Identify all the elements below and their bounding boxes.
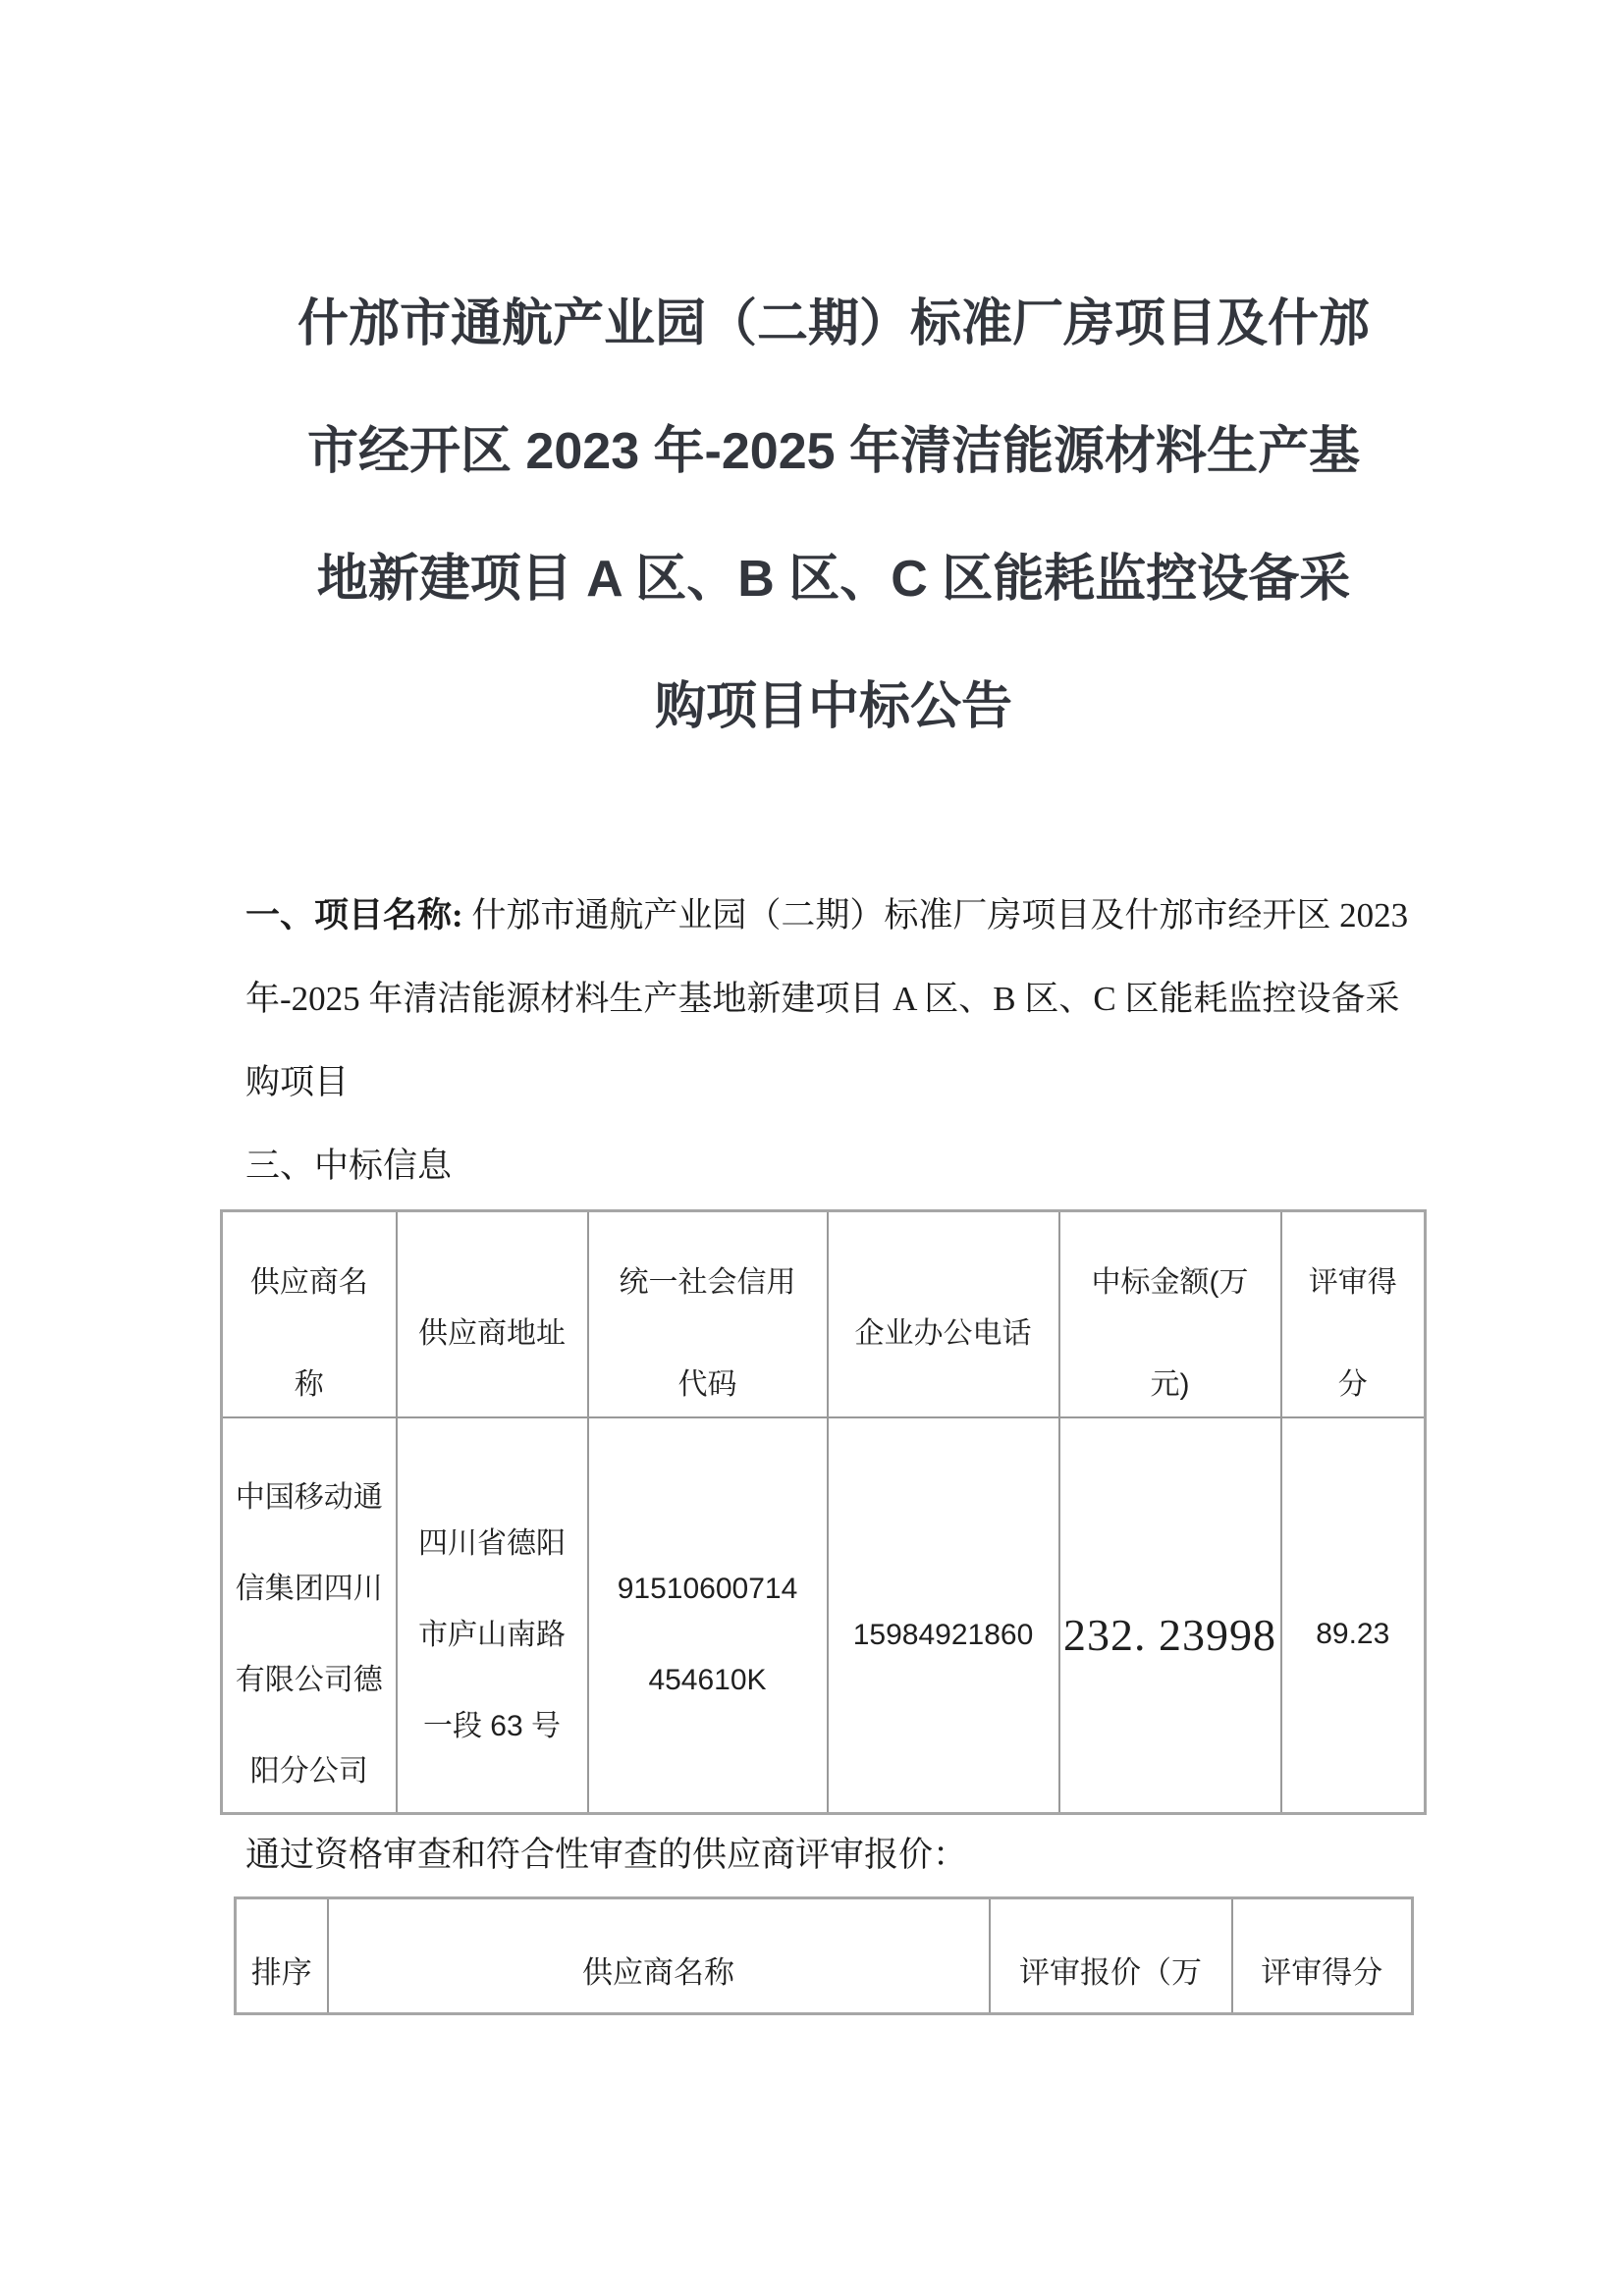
quote-table-header-row: [236, 1898, 1413, 2014]
document-title: [43, 260, 1624, 771]
cell-credit-code: 91510600714 454610K: [588, 1417, 828, 1813]
header-cell-credit-code: 统一社会信用 代码: [588, 1211, 828, 1418]
header-cell-office-phone: 企业办公电话: [828, 1211, 1059, 1418]
title-line-4: 购项目中标公告: [654, 678, 1012, 735]
cell-supplier-address: 四川省德阳 市庐山南路 一段 63 号: [397, 1417, 588, 1813]
header-cell-bid-amount: 中标金额(万 元): [1059, 1211, 1281, 1418]
cell-office-phone: 15984921860: [828, 1417, 1059, 1813]
header-cell-supplier-address: 供应商地址: [397, 1211, 588, 1418]
project-name-line-2: 年-2025 年清洁能源材料生产基地新建项目 A 区、B 区、C 区能耗监控设备采: [245, 980, 1400, 1018]
title-line-2: 市经开区 2023 年-2025 年清洁能源材料生产基: [306, 423, 1361, 480]
header-cell-supplier-name: 供应商名 称: [222, 1211, 397, 1418]
award-info-table: [220, 1209, 1427, 1815]
review-note: [245, 1813, 967, 1896]
award-info-heading-text: 三、中标信息: [245, 1147, 453, 1185]
quote-header-review-score: 评审得分: [1232, 1898, 1413, 2014]
title-line-3: 地新建项目 A 区、B 区、C 区能耗监控设备采: [316, 551, 1351, 608]
award-table-header-row: [222, 1211, 1426, 1418]
project-name-line-1: [245, 874, 1408, 957]
review-note-text: 通过资格审查和符合性审查的供应商评审报价：: [245, 1836, 968, 1874]
quote-header-rank: 排序: [236, 1898, 328, 2014]
cell-review-score: 89.23: [1281, 1417, 1426, 1813]
cell-bid-amount: 232. 23998: [1059, 1417, 1281, 1813]
quote-header-review-quote: 评审报价（万: [990, 1898, 1232, 2014]
project-name-label: 一、项目名称:: [245, 896, 463, 934]
quote-header-supplier-name: 供应商名称: [328, 1898, 990, 2014]
header-cell-review-score: 评审得 分: [1281, 1211, 1426, 1418]
quote-table: [234, 1896, 1414, 2015]
award-info-heading: [245, 1124, 452, 1207]
project-name-text: 什邡市通航产业园（二期）标准厂房项目及什邡市经开区 2023: [462, 896, 1409, 934]
cell-supplier-name: 中国移动通 信集团四川 有限公司德 阳分公司: [222, 1417, 397, 1813]
title-line-1: 什邡市通航产业园（二期）标准厂房项目及什邡: [297, 295, 1370, 352]
project-name-line-3: 购项目: [245, 1063, 350, 1101]
award-table-data-row: [222, 1417, 1426, 1813]
project-name-paragraph: [245, 874, 1408, 1124]
